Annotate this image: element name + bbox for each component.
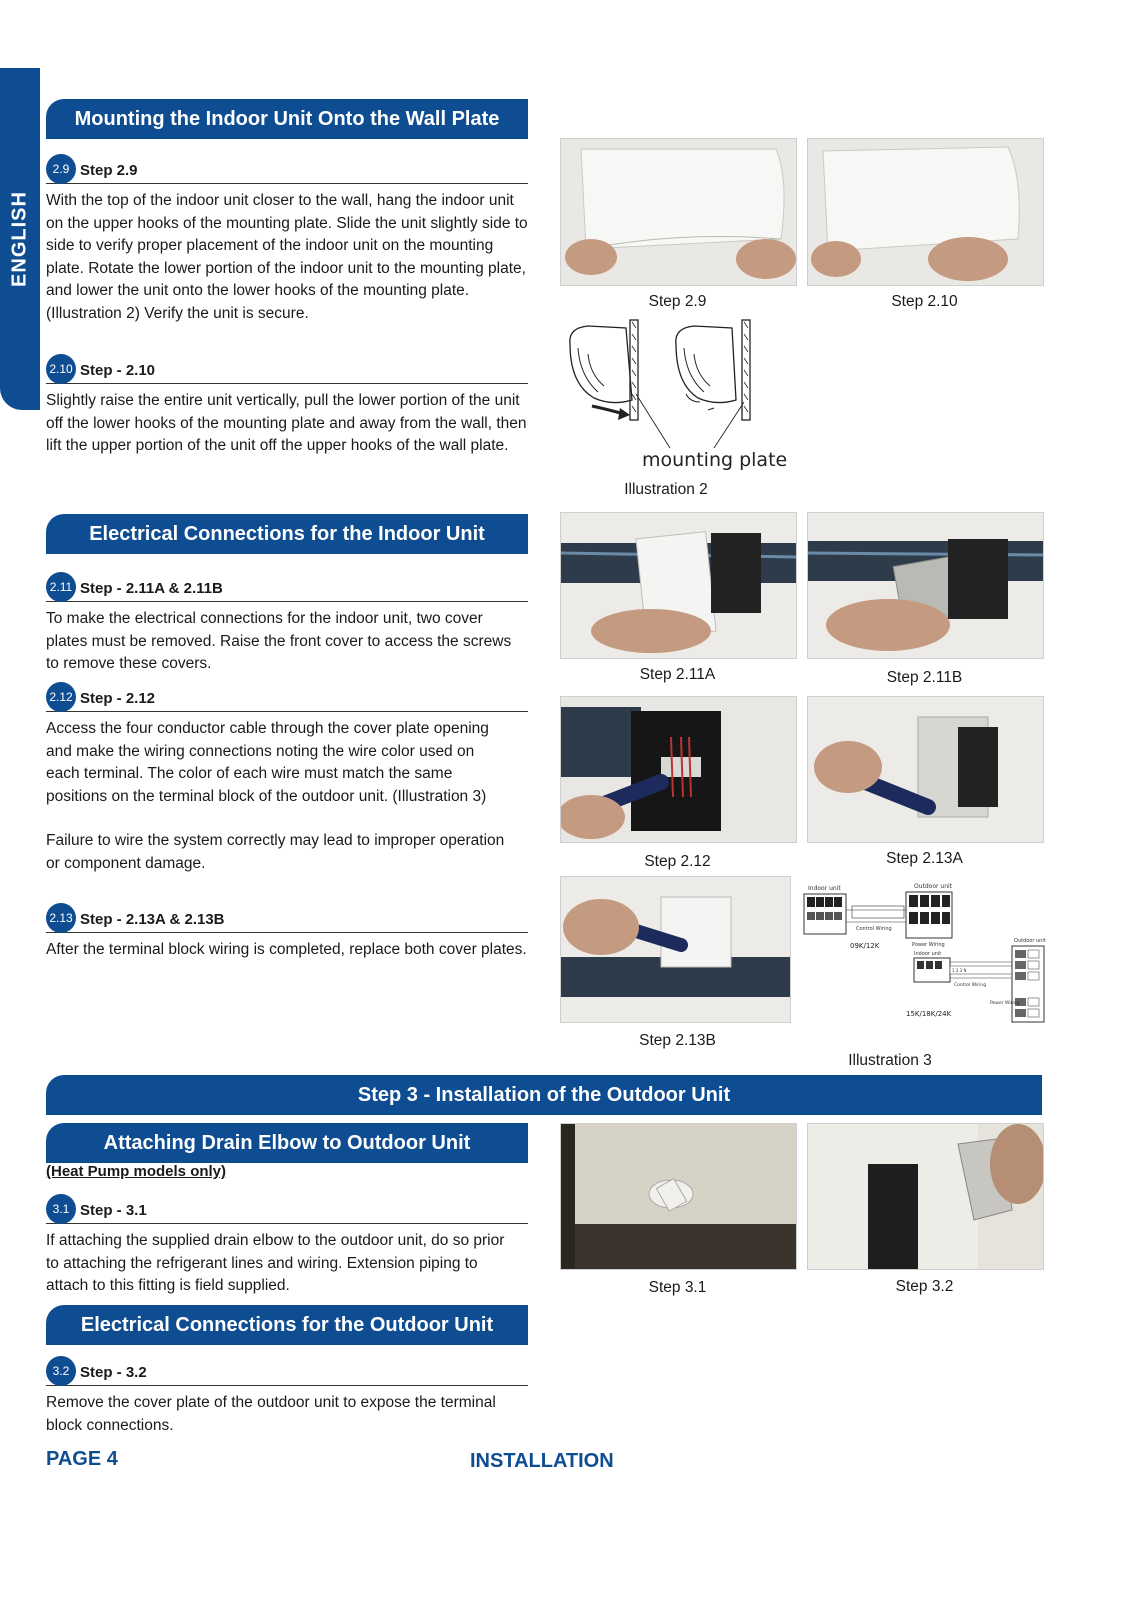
photo-step-2-9 [560, 138, 797, 286]
diagram-label-outdoor-unit: Outdoor unit [914, 883, 953, 890]
step-heading [46, 358, 528, 384]
cover-plate-removal-image [808, 513, 1043, 658]
step-2-13 [46, 907, 528, 962]
section-header-electrical-outdoor [46, 1305, 528, 1345]
cover-plate-screw-image [561, 877, 790, 1022]
caption-step-2-13a: Step 2.13A [886, 850, 963, 867]
diagram-label-control-wiring-large: Control Wiring [954, 983, 987, 988]
indoor-unit-hands-image [808, 139, 1043, 285]
caption-step-3-2: Step 3.2 [895, 1278, 954, 1295]
photo-step-2-10 [807, 138, 1044, 286]
diagram-label-power-wiring-large: Power Wiring [990, 1001, 1020, 1006]
step-heading [46, 1198, 528, 1224]
illustration-3 [802, 880, 1046, 1026]
diagram-label-power-wiring: Power Wiring [912, 942, 945, 948]
step-warning-text: Failure to wire the system correctly may lead to improper operation or component damage. [46, 832, 505, 872]
caption-step-3-1: Step 3.1 [648, 1279, 707, 1296]
caption-illustration-2: Illustration 2 [624, 481, 708, 498]
step-2-10 [46, 358, 528, 458]
step-text: Access the four conductor cable through the cover plate opening and make the wiring connections noting the wire color used on each terminal. The color of each wire must match the same positions on the terminal block of the outdoor unit. (Illustration 3) [46, 720, 489, 805]
language-label: ENGLISH [8, 191, 31, 287]
indoor-unit-hands-image [561, 139, 796, 285]
outdoor-cover-plate-image [808, 1124, 1043, 1269]
diagram-label-indoor-unit: Indoor unit [808, 885, 841, 892]
step-2-11 [46, 576, 528, 676]
step-3-banner-title: Step 3 - Installation of the Outdoor Unit [357, 1083, 731, 1106]
caption-illustration-3: Illustration 3 [848, 1052, 932, 1069]
step-badge: 2.12 [46, 682, 76, 712]
step-title: Step - 2.11A & 2.11B [80, 580, 223, 597]
page-number: PAGE 4 [46, 1448, 118, 1470]
step-text: Remove the cover plate of the outdoor unit to expose the terminal block connections. [46, 1394, 496, 1434]
drain-elbow-image [561, 1124, 796, 1269]
step-heading [46, 1360, 528, 1386]
step-3-1 [46, 1198, 528, 1298]
diagram-label-terminals: 1 2 3 N [952, 968, 967, 973]
caption-step-2-11a: Step 2.11A [639, 666, 716, 683]
photo-step-2-13a [807, 696, 1044, 843]
photo-step-2-12 [560, 696, 797, 843]
photo-step-2-11b [807, 512, 1044, 659]
step-text: With the top of the indoor unit closer to the wall, hang the indoor unit on the upper hooks of the mounting plate. Slide the unit slightly side to side to verify proper placement of the indoor unit on the mounting plate. Rotate the lower portion of the indoor unit to the mounting plate, and lower the unit onto the lower hooks of the mounting plate. (Illustration 2) Verify the unit is secure. [46, 192, 528, 322]
step-text: If attaching the supplied drain elbow to the outdoor unit, do so prior to attaching the refrigerant lines and wiring. Extension piping to attach to this fitting is field supplied. [46, 1232, 505, 1294]
photo-step-3-2 [807, 1123, 1044, 1270]
wiring-diagram [802, 880, 1046, 1026]
section-title: Mounting the Indoor Unit Onto the Wall Plate [74, 107, 500, 130]
section-title: Electrical Connections for the Outdoor Unit [80, 1313, 494, 1336]
step-title: Step 2.9 [80, 162, 138, 179]
step-badge: 3.1 [46, 1194, 76, 1224]
step-badge: 2.10 [46, 354, 76, 384]
caption-step-2-10: Step 2.10 [891, 293, 958, 310]
mounting-plate-label: mounting plate [642, 449, 788, 471]
step-title: Step - 3.2 [80, 1364, 147, 1381]
photo-step-3-1 [560, 1123, 797, 1270]
language-tab [0, 68, 40, 410]
section-header-electrical-indoor [46, 514, 528, 554]
step-heading [46, 158, 528, 184]
footer-section-title: INSTALLATION [470, 1450, 614, 1472]
step-title: Step - 3.1 [80, 1202, 147, 1219]
section-header-mounting [46, 99, 528, 139]
step-text: To make the electrical connections for the indoor unit, two cover plates must be removed. Raise the front cover to access the screws to remove these covers. [46, 610, 512, 672]
section-title: Electrical Connections for the Indoor Unit [89, 522, 485, 545]
terminal-wiring-image [561, 697, 796, 842]
step-badge: 3.2 [46, 1356, 76, 1386]
photo-step-2-13b [560, 876, 791, 1023]
step-3-2 [46, 1360, 528, 1437]
diagram-label-model-small: 09K/12K [850, 942, 880, 950]
step-text: Slightly raise the entire unit vertically, pull the lower portion of the unit off the lower hooks of the mounting plate and away from the wall, then lift the upper portion of the unit off the upper hooks of the wall plate. [46, 392, 527, 454]
step-title: Step - 2.13A & 2.13B [80, 911, 225, 928]
photo-step-2-11a [560, 512, 797, 659]
section-title: Attaching Drain Elbow to Outdoor Unit [103, 1131, 471, 1154]
step-3-banner [46, 1075, 1042, 1115]
caption-step-2-9: Step 2.9 [648, 293, 707, 310]
step-heading [46, 576, 528, 602]
caption-step-2-11b: Step 2.11B [886, 669, 963, 686]
step-2-9 [46, 158, 528, 325]
section-header-drain-elbow [46, 1123, 528, 1163]
caption-step-2-13b: Step 2.13B [639, 1032, 716, 1049]
step-title: Step - 2.12 [80, 690, 156, 707]
step-badge: 2.9 [46, 154, 76, 184]
step-2-12 [46, 686, 528, 875]
step-title: Step - 2.10 [80, 362, 156, 379]
caption-step-2-12: Step 2.12 [644, 853, 711, 870]
diagram-label-control-wiring: Control Wiring [856, 926, 892, 932]
diagram-label-indoor-unit-large: Indoor unit [914, 951, 942, 957]
diagram-label-model-large: 15K/18K/24K [906, 1010, 952, 1018]
step-heading [46, 907, 528, 933]
step-text: After the terminal block wiring is completed, replace both cover plates. [46, 941, 527, 958]
cover-plate-removal-image [561, 513, 796, 658]
step-heading [46, 686, 528, 712]
cover-plate-replace-image [808, 697, 1043, 842]
diagram-label-outdoor-unit-large: Outdoor unit [1014, 938, 1046, 944]
step-badge: 2.11 [46, 572, 76, 602]
step-badge: 2.13 [46, 903, 76, 933]
heat-pump-note: (Heat Pump models only) [46, 1163, 227, 1180]
